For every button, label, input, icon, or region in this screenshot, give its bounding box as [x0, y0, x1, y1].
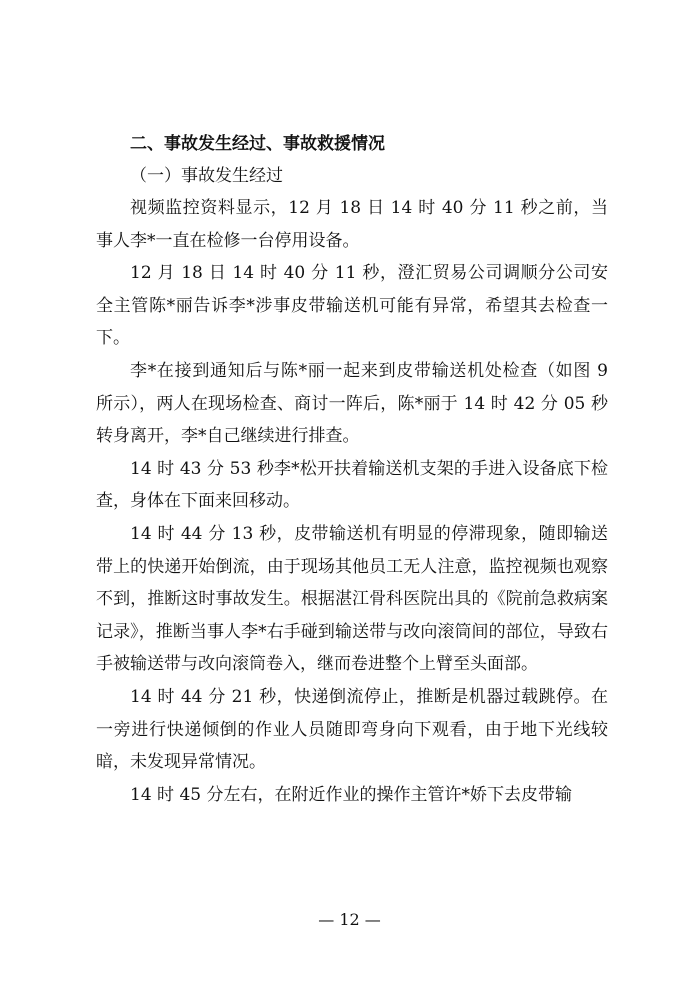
- paragraph-3: 李*在接到通知后与陈*丽一起来到皮带输送机处检查（如图 9 所示），两人在现场检查、商讨一阵后，陈*丽于 14 时 42 分 05 秒转身离开，李*自己继续进行排查。: [96, 360, 608, 447]
- paragraph-2: 12 月 18 日 14 时 40 分 11 秒，澄汇贸易公司调顺分公司安全主管陈*丽告诉李*涉事皮带输送机可能有异常，希望其去检查一下。: [96, 263, 608, 349]
- document-body: [96, 128, 608, 811]
- section-heading: 二、事故发生经过、事故救援情况: [130, 134, 385, 154]
- paragraph-1: 视频监控资料显示，12 月 18 日 14 时 40 分 11 秒之前，当事人李*一直在检修一台停用设备。: [96, 198, 608, 251]
- paragraph-5: 14 时 44 分 13 秒，皮带输送机有明显的停滞现象，随即输送带上的快递开始倒流，由于现场其他员工无人注意，监控视频也观察不到，推断这时事故发生。根据湛江骨科医院出具的《院前急救病案记录》，推断当事人李*右手碰到输送带与改向滚筒间的部位，导致右手被输送带与改向滚筒卷入，继而卷进整个上臂至头面部。: [96, 523, 608, 675]
- paragraph-6: 14 时 44 分 21 秒，快递倒流停止，推断是机器过载跳停。在一旁进行快递倾倒的作业人员随即弯身向下观看，由于地下光线较暗，未发现异常情况。: [96, 686, 608, 773]
- paragraph-7: 14 时 45 分左右，在附近作业的操作主管许*娇下去皮带输: [130, 784, 572, 805]
- paragraph-4: 14 时 43 分 53 秒李*松开扶着输送机支架的手进入设备底下检查，身体在下面来回移动。: [96, 458, 608, 512]
- page-number: — 12 —: [318, 910, 381, 929]
- subsection-heading: （一）事故发生经过: [130, 166, 283, 186]
